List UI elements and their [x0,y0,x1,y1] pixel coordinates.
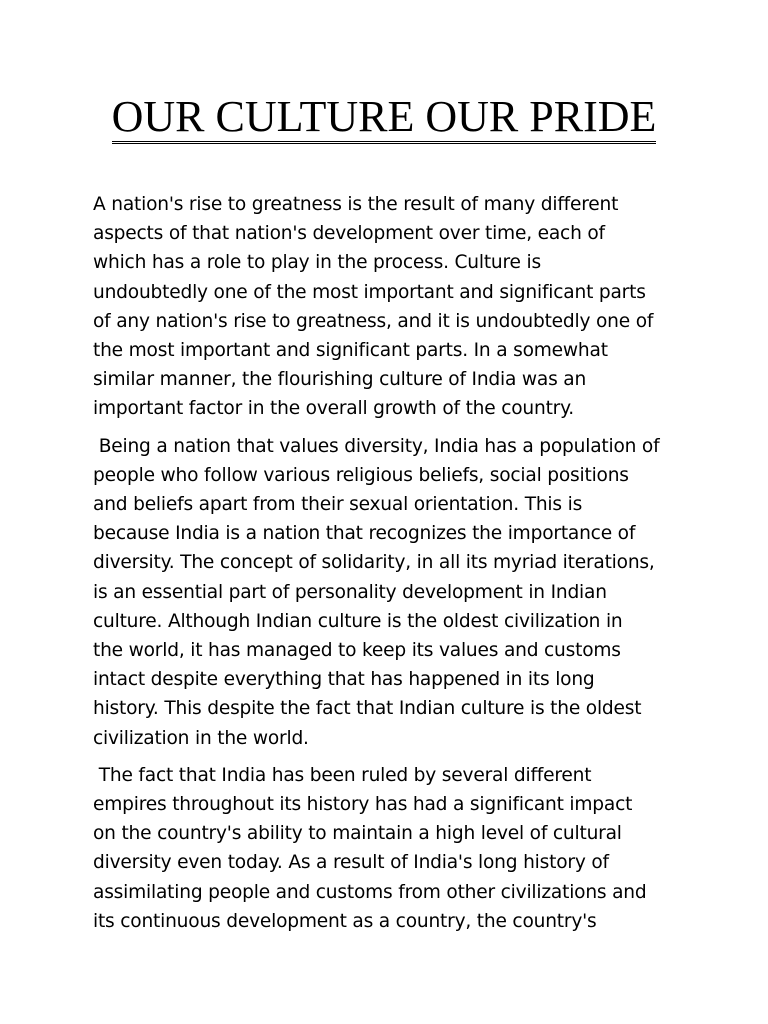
paragraph-line: and beliefs apart from their sexual orientation. This is [93,494,583,516]
document-body [93,190,693,944]
paragraph-line: similar manner, the flourishing culture of India was an [93,369,587,391]
paragraph-line: because India is a nation that recognizes the importance of [93,523,636,545]
paragraph-line: civilization in the world. [93,727,309,749]
paragraph-line: people who follow various religious beliefs, social positions [93,464,629,486]
paragraph-line: diversity. The concept of solidarity, in all its myriad iterations, [93,552,655,574]
paragraph-line: diversity even today. As a result of India's long history of [93,852,609,874]
paragraph-line: A nation's rise to greatness is the result of many different [93,194,619,215]
paragraph-line: important factor in the overall growth of the country. [93,398,574,420]
paragraph-line: of any nation's rise to greatness, and it is undoubtedly one of [93,310,654,332]
document-title-text: OUR CULTURE OUR PRIDE [112,94,657,144]
paragraph-line: intact despite everything that has happened in its long [93,669,595,691]
paragraph-line: undoubtedly one of the most important and significant parts [93,281,646,303]
paragraph-line: which has a role to play in the process. Culture is [93,252,541,274]
paragraph-line: the world, it has managed to keep its values and customs [93,640,621,662]
paragraph-line: empires throughout its history has had a significant impact [93,794,633,816]
paragraph-line: assimilating people and customs from other civilizations and [93,881,647,903]
paragraph-line: its continuous development as a country, the country's [93,910,597,932]
paragraph-3 [93,761,693,936]
paragraph-2 [93,432,693,753]
paragraph-line: Being a nation that values diversity, India has a population of [93,435,660,457]
paragraph-line: history. This despite the fact that Indian culture is the oldest [93,698,642,720]
paragraph-line: culture. Although Indian culture is the oldest civilization in [93,610,623,632]
paragraph-1 [93,190,693,424]
paragraph-line: is an essential part of personality development in Indian [93,581,607,603]
paragraph-line: on the country's ability to maintain a high level of cultural [93,823,622,845]
paragraph-line: The fact that India has been ruled by several different [93,764,592,786]
paragraph-line: aspects of that nation's development over time, each of [93,223,605,245]
document-title [0,92,768,144]
paragraph-line: the most important and significant parts. In a somewhat [93,340,608,362]
